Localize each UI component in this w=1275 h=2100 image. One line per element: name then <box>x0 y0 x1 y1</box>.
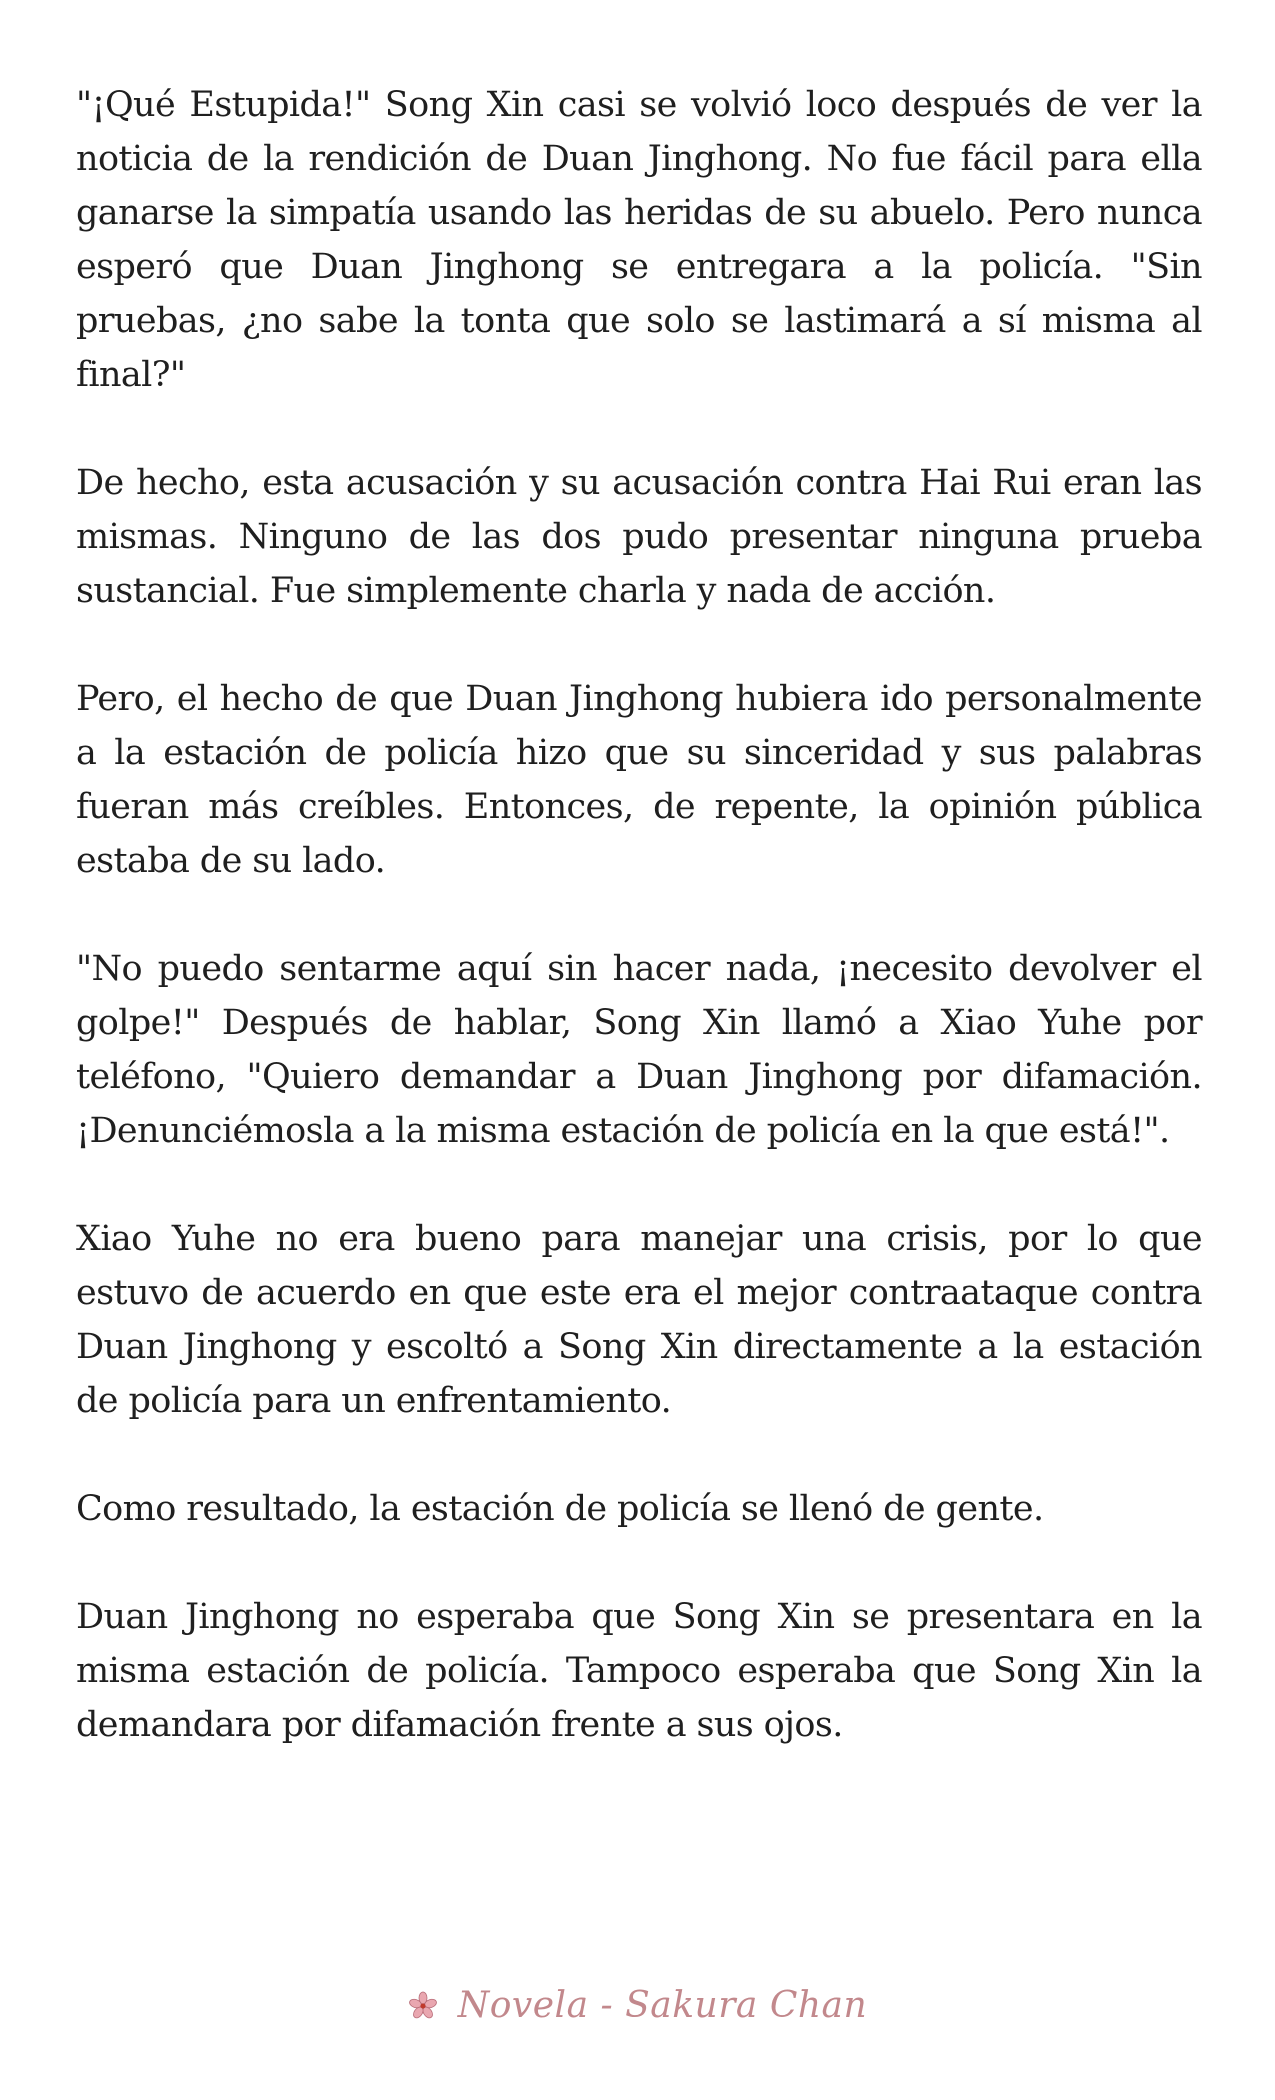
paragraph-1: "¡Qué Estupida!" Song Xin casi se volvió loco después de ver la noticia de la rendición de Duan Jinghong. No fue fácil para ella ganarse la simpatía usando las heridas de su abuelo. Pero nunca esperó que Duan Jinghong se entregara a la policía. "Sin pruebas, ¿no sabe la tonta que solo se lastimará a sí misma al final?" <box>76 85 1202 395</box>
watermark <box>0 1985 1275 2026</box>
watermark-text: Novela - Sakura Chan <box>457 1985 868 2026</box>
paragraph-2: De hecho, esta acusación y su acusación contra Hai Rui eran las mismas. Ninguno de las dos pudo presentar ninguna prueba sustancial. Fue simplemente charla y nada de acción. <box>76 463 1202 611</box>
story-text <box>76 78 1202 1752</box>
sakura-flower-icon <box>408 1989 438 2019</box>
paragraph-4: "No puedo sentarme aquí sin hacer nada, ¡necesito devolver el golpe!" Después de hablar, Song Xin llamó a Xiao Yuhe por teléfono, "Quiero demandar a Duan Jinghong por difamación. ¡Denunciémosla a la misma estación de policía en la que está!". <box>76 949 1202 1151</box>
paragraph-6: Como resultado, la estación de policía se llenó de gente. <box>76 1489 1044 1529</box>
paragraph-7: Duan Jinghong no esperaba que Song Xin se presentara en la misma estación de policía. Tampoco esperaba que Song Xin la demandara por difamación frente a sus ojos. <box>76 1597 1202 1745</box>
paragraph-3: Pero, el hecho de que Duan Jinghong hubiera ido personalmente a la estación de policía hizo que su sinceridad y sus palabras fueran más creíbles. Entonces, de repente, la opinión pública estaba de su lado. <box>76 679 1202 881</box>
paragraph-5: Xiao Yuhe no era bueno para manejar una crisis, por lo que estuvo de acuerdo en que este era el mejor contraataque contra Duan Jinghong y escoltó a Song Xin directamente a la estación de policía para un enfrentamiento. <box>76 1219 1202 1421</box>
